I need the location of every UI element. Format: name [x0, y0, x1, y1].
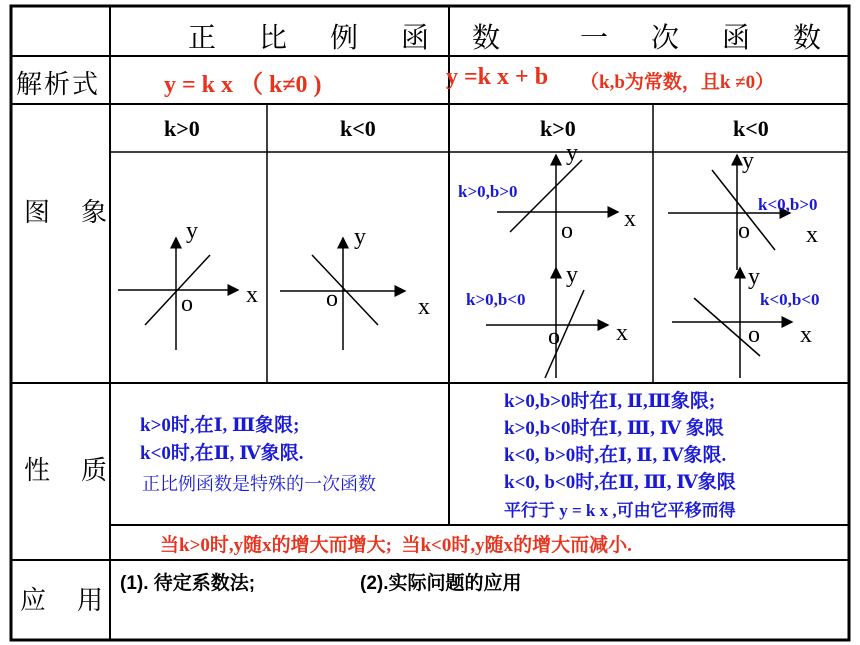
graph-header-lin-neg: k<0	[733, 116, 769, 141]
row-label-graph: 图 象	[24, 198, 114, 227]
graph5-y-label: y	[742, 148, 754, 174]
formula-linear-condition: （k,b为常数，且k ≠0）	[580, 72, 775, 93]
graph3-origin-label: o	[561, 218, 573, 244]
monotonic-statement: 当k>0时,y随x的增大而增大; 当k<0时,y随x的增大而减小.	[160, 535, 632, 556]
formula-linear-main: y =k x + b	[446, 64, 549, 90]
graph3-y-label: y	[566, 140, 578, 166]
row-label-formula: 解析式	[16, 70, 101, 99]
graph-linear-pp	[497, 155, 618, 268]
graph-header-prop-neg: k<0	[340, 116, 376, 141]
prop-linear-line-1: k>0,b>0时在Ⅰ, Ⅱ,Ⅲ象限;	[504, 391, 716, 412]
graph6-label: k<0,b<0	[760, 290, 820, 309]
prop-proportional-line-1: k>0时,在Ⅰ, Ⅲ象限;	[140, 415, 300, 436]
prop-linear-line-3: k<0, b>0时,在Ⅰ, Ⅱ, Ⅳ象限.	[504, 445, 727, 466]
graph6-origin-label: o	[748, 322, 760, 348]
graph3-x-label: x	[624, 206, 636, 232]
graph2-origin-label: o	[326, 286, 338, 312]
prop-proportional-line-3: 正比例函数是特殊的一次函数	[142, 474, 376, 495]
prop-linear-line-2: k>0,b<0时在Ⅰ, Ⅲ, Ⅳ 象限	[504, 418, 724, 439]
graph2-x-label: x	[418, 294, 430, 320]
formula-proportional: y = k x （ k≠0 )	[164, 72, 322, 98]
graph4-y-label: y	[566, 262, 578, 288]
row-label-property: 性 质	[24, 456, 114, 485]
graph6-y-label: y	[748, 264, 760, 290]
header-linear: 一 次 函 数	[580, 23, 840, 54]
graph4-x-label: x	[616, 320, 628, 346]
graph6-x-label: x	[800, 322, 812, 348]
graph2-y-label: y	[354, 224, 366, 250]
graph5-origin-label: o	[738, 218, 750, 244]
graph-proportional-pos	[118, 238, 238, 350]
prop-proportional-line-2: k<0时,在Ⅱ, Ⅳ象限.	[140, 443, 304, 464]
graph5-x-label: x	[806, 222, 818, 248]
prop-linear-line-5: 平行于 y = k x ,可由它平移而得	[504, 501, 736, 520]
graph1-origin-label: o	[181, 291, 193, 317]
graph-linear-pn	[486, 268, 608, 378]
graph-header-lin-pos: k>0	[540, 116, 576, 141]
graph1-y-label: y	[186, 218, 198, 244]
graph-header-prop-pos: k>0	[164, 116, 200, 141]
row-label-application: 应 用	[20, 586, 110, 615]
prop-linear-line-4: k<0, b<0时,在Ⅱ, Ⅲ, Ⅳ象限	[504, 472, 736, 493]
application-item-1: (1). 待定系数法;	[120, 573, 256, 594]
graph-linear-nn	[672, 268, 792, 378]
graph1-x-label: x	[246, 282, 258, 308]
graph-proportional-neg	[280, 238, 405, 350]
graph4-label: k>0,b<0	[466, 290, 526, 309]
graph5-label: k<0,b>0	[758, 195, 818, 214]
header-proportional: 正 比 例 函 数	[188, 23, 519, 54]
graph4-origin-label: o	[548, 324, 560, 350]
application-item-2: (2).实际问题的应用	[360, 573, 522, 594]
graph3-label: k>0,b>0	[458, 182, 518, 201]
